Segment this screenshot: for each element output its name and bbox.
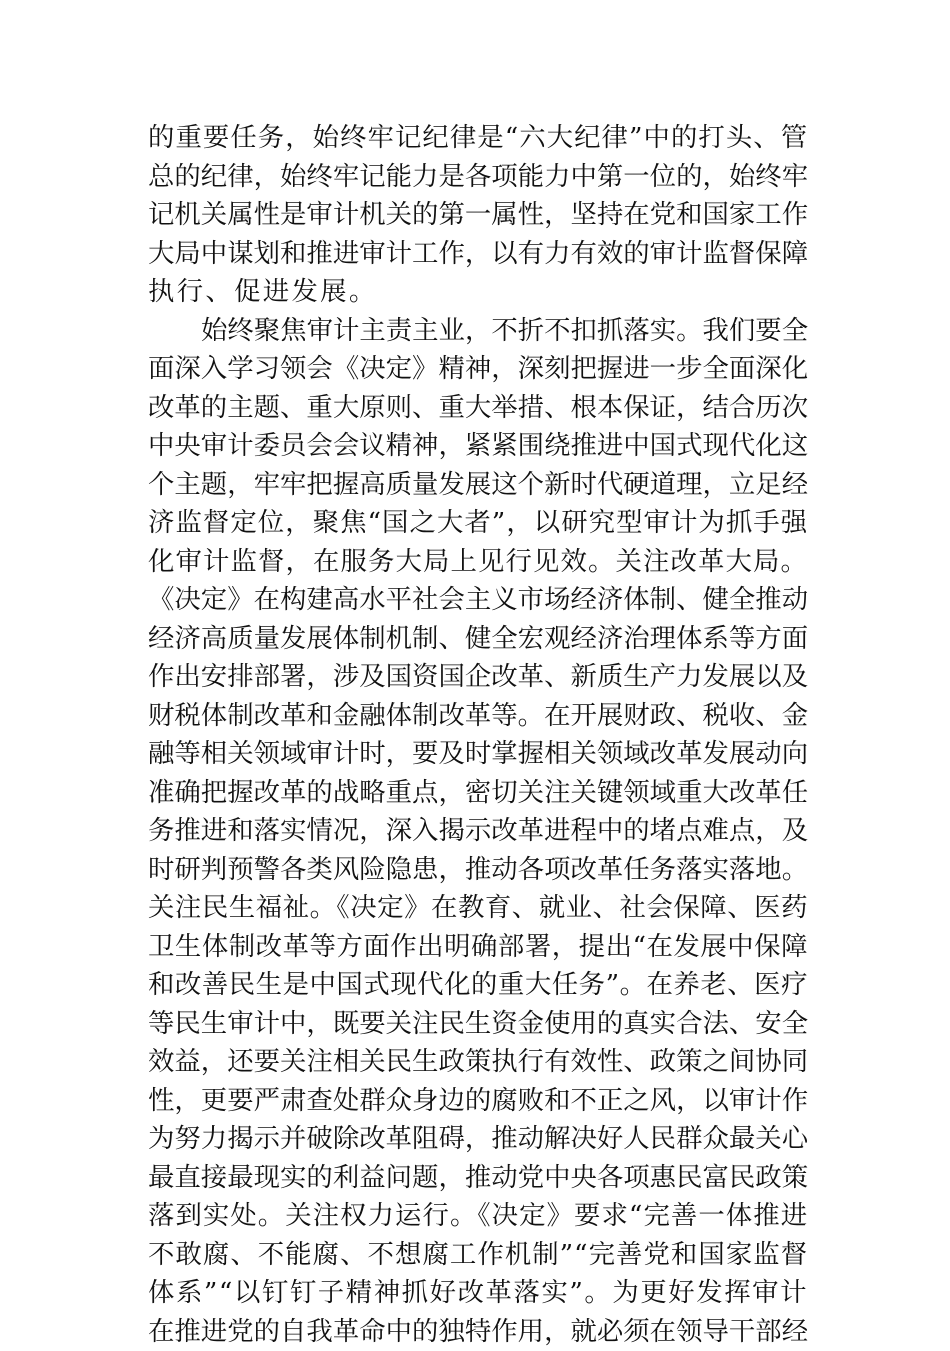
text-line: 总的纪律，始终牢记能力是各项能力中第一位的，始终牢 — [148, 158, 808, 197]
text-line: 改革的主题、重大原则、重大举措、根本保证，结合历次 — [148, 389, 808, 428]
text-line: 时研判预警各类风险隐患，推动各项改革任务落实落地。 — [148, 851, 808, 890]
text-line: 效益，还要关注相关民生政策执行有效性、政策之间协同 — [148, 1043, 808, 1082]
text-line: 济监督定位，聚焦“国之大者”，以研究型审计为抓手强 — [148, 504, 808, 543]
text-line: 作出安排部署，涉及国资国企改革、新质生产力发展以及 — [148, 658, 808, 697]
text-line: 准确把握改革的战略重点，密切关注关键领域重大改革任 — [148, 774, 808, 813]
text-line: 落到实处。关注权力运行。《决定》要求“完善一体推进 — [148, 1197, 808, 1236]
text-line: 在推进党的自我革命中的独特作用，就必须在领导干部经 — [148, 1313, 808, 1351]
text-line: 性，更要严肃查处群众身边的腐败和不正之风，以审计作 — [148, 1082, 808, 1121]
text-line: 的重要任务，始终牢记纪律是“六大纪律”中的打头、管 — [148, 119, 808, 158]
text-line: 最直接最现实的利益问题，推动党中央各项惠民富民政策 — [148, 1159, 808, 1198]
text-line: 和改善民生是中国式现代化的重大任务”。在养老、医疗 — [148, 966, 808, 1005]
text-line: 融等相关领域审计时，要及时掌握相关领域改革发展动向 — [148, 735, 808, 774]
text-line: 化审计监督，在服务大局上见行见效。关注改革大局。 — [148, 543, 808, 582]
text-line: 中央审计委员会会议精神，紧紧围绕推进中国式现代化这 — [148, 427, 808, 466]
text-line: 《决定》在构建高水平社会主义市场经济体制、健全推动 — [148, 581, 808, 620]
body-text — [148, 119, 808, 1351]
text-line: 大局中谋划和推进审计工作，以有力有效的审计监督保障 — [148, 235, 808, 274]
text-line: 体系”“以钉钉子精神抓好改革落实”。为更好发挥审计 — [148, 1274, 808, 1313]
text-line: 卫生体制改革等方面作出明确部署，提出“在发展中保障 — [148, 928, 808, 967]
text-line: 不敢腐、不能腐、不想腐工作机制”“完善党和国家监督 — [148, 1236, 808, 1275]
text-line: 个主题，牢牢把握高质量发展这个新时代硬道理，立足经 — [148, 466, 808, 505]
text-line: 记机关属性是审计机关的第一属性，坚持在党和国家工作 — [148, 196, 808, 235]
text-line: 为努力揭示并破除改革阻碍，推动解决好人民群众最关心 — [148, 1120, 808, 1159]
text-line: 关注民生福祉。《决定》在教育、就业、社会保障、医药 — [148, 889, 808, 928]
text-line: 面深入学习领会《决定》精神，深刻把握进一步全面深化 — [148, 350, 808, 389]
text-line: 务推进和落实情况，深入揭示改革进程中的堵点难点，及 — [148, 812, 808, 851]
text-line: 执行、促进发展。 — [148, 273, 808, 312]
text-line: 经济高质量发展体制机制、健全宏观经济治理体系等方面 — [148, 620, 808, 659]
text-line: 始终聚焦审计主责主业，不折不扣抓落实。我们要全 — [148, 312, 808, 351]
text-line: 财税体制改革和金融体制改革等。在开展财政、税收、金 — [148, 697, 808, 736]
text-line: 等民生审计中，既要关注民生资金使用的真实合法、安全 — [148, 1005, 808, 1044]
